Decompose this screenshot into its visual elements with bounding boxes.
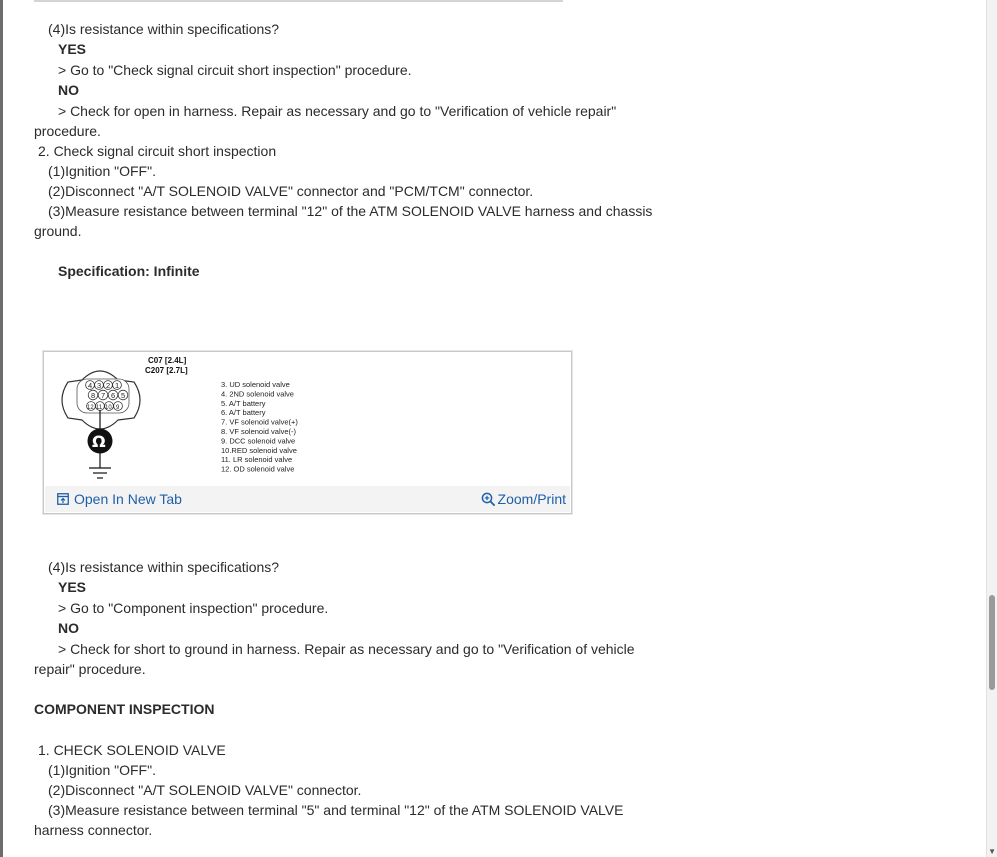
legend-item: 9. DCC solenoid valve — [221, 436, 296, 446]
open-in-new-tab-label: Open In New Tab — [74, 491, 182, 507]
component-step3-line2: harness connector. — [34, 822, 153, 838]
svg-text:7: 7 — [101, 391, 106, 400]
no-label-2: NO — [58, 620, 79, 636]
component-step2: (2)Disconnect "A/T SOLENOID VALVE" connector. — [48, 782, 362, 798]
ohm-symbol: Ω — [92, 432, 106, 451]
signal-short-step1: (1)Ignition "OFF". — [48, 163, 156, 179]
specification-text: Specification: Infinite — [58, 263, 200, 279]
yes-label: YES — [58, 41, 87, 57]
ground-symbol-icon — [89, 468, 111, 478]
connector-label-c207: C207 [2.7L] — [145, 366, 188, 375]
component-step1: (1)Ignition "OFF". — [48, 762, 156, 778]
figure-toolbar — [45, 486, 570, 512]
no-action-2-line1: > Check for short to ground in harness. Repair as necessary and go to "Verification of vehicle — [58, 641, 635, 657]
zoom-print-label: Zoom/Print — [497, 491, 566, 507]
top-divider — [34, 0, 563, 2]
no-label: NO — [58, 82, 79, 98]
signal-short-step2: (2)Disconnect "A/T SOLENOID VALVE" connector and "PCM/TCM" connector. — [48, 183, 534, 199]
connector-diagram-figure — [43, 351, 572, 514]
legend-item: 3. UD solenoid valve — [221, 380, 290, 389]
svg-text:11: 11 — [96, 405, 103, 411]
connector-diagram[interactable] — [44, 352, 571, 486]
vertical-scrollbar[interactable] — [986, 0, 997, 857]
zoom-print-link[interactable] — [481, 486, 566, 512]
step4-question-2: (4)Is resistance within specifications? — [48, 559, 280, 575]
svg-text:9: 9 — [116, 405, 120, 411]
yes-label-2: YES — [58, 579, 87, 595]
legend-item: 5. A/T battery — [221, 398, 266, 408]
legend-item: 8. VF solenoid valve(-) — [221, 427, 297, 436]
svg-text:6: 6 — [111, 391, 116, 400]
signal-short-step3-line1: (3)Measure resistance between terminal "12" of the ATM SOLENOID VALVE harness and chassis — [48, 203, 653, 219]
legend-item: 6. A/T battery — [221, 408, 266, 418]
open-in-new-tab-link[interactable] — [57, 486, 182, 512]
svg-text:4: 4 — [88, 381, 93, 390]
yes-action: > Go to "Check signal circuit short inspection" procedure. — [58, 62, 412, 78]
svg-text:12: 12 — [87, 405, 94, 411]
magnifier-zoom-icon — [481, 492, 496, 507]
component-step3-line1: (3)Measure resistance between terminal "5" and terminal "12" of the ATM SOLENOID VALVE — [48, 802, 624, 818]
svg-text:2: 2 — [106, 381, 111, 390]
legend-item: 4. 2ND solenoid valve — [221, 389, 294, 399]
left-frame-border — [0, 0, 3, 857]
step4-question: (4)Is resistance within specifications? — [48, 21, 280, 37]
svg-text:8: 8 — [91, 391, 96, 400]
svg-text:3: 3 — [97, 381, 102, 390]
terminal-legend — [221, 380, 298, 474]
yes-action-2: > Go to "Component inspection" procedure. — [58, 600, 329, 616]
svg-text:1: 1 — [115, 381, 120, 390]
connector-label-c07: C07 [2.4L] — [148, 356, 187, 365]
svg-text:10: 10 — [105, 405, 112, 411]
legend-item: 7. VF solenoid valve(+) — [221, 417, 298, 427]
signal-short-step3-line2: ground. — [34, 223, 82, 239]
no-action-2-line2: repair" procedure. — [34, 661, 146, 677]
legend-item: 11. LR solenoid valve — [221, 455, 293, 465]
scrollbar-thumb[interactable] — [989, 595, 995, 690]
signal-short-heading: 2. Check signal circuit short inspection — [38, 143, 277, 159]
scroll-down-arrow-icon[interactable]: ▼ — [988, 847, 996, 856]
legend-item: 12. OD solenoid valve — [221, 464, 295, 474]
svg-text:5: 5 — [121, 391, 126, 400]
no-action-line1: > Check for open in harness. Repair as necessary and go to "Verification of vehicle repair" — [58, 103, 617, 119]
open-new-tab-icon — [57, 493, 69, 505]
no-action-line2: procedure. — [34, 123, 101, 139]
legend-item: 10.RED solenoid valve — [221, 445, 297, 455]
check-solenoid-heading: 1. CHECK SOLENOID VALVE — [38, 742, 226, 758]
component-inspection-heading: COMPONENT INSPECTION — [34, 701, 215, 717]
